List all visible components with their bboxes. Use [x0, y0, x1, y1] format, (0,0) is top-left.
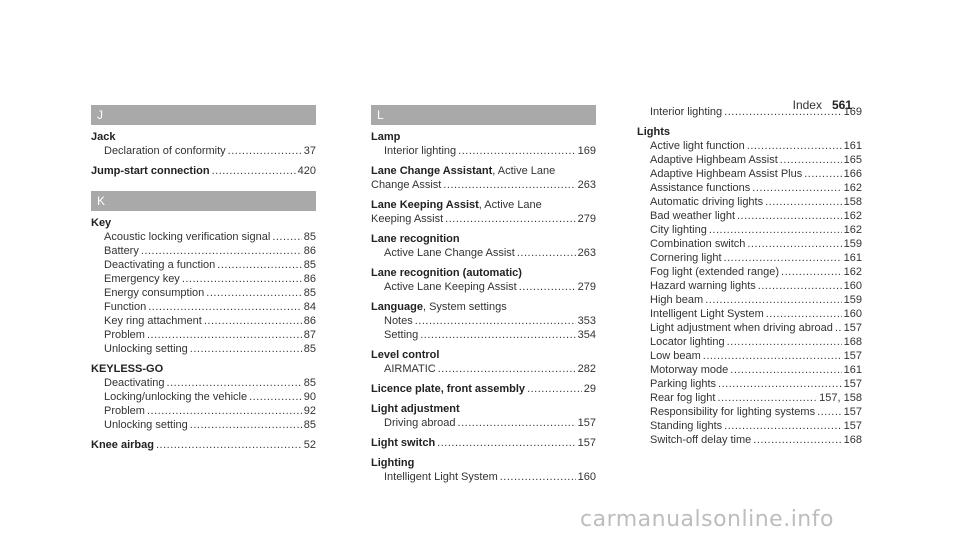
sub-entry-text: Bad weather light	[650, 210, 735, 222]
sub-entry-text: Automatic driving lights	[650, 196, 764, 208]
page-ref[interactable]: 420	[297, 165, 316, 177]
sub-entry-text: Unlocking setting	[104, 419, 188, 431]
leader-dots	[147, 404, 302, 418]
sub-entry-text: Combination switch	[650, 238, 746, 250]
sub-entries	[91, 144, 316, 158]
page-ref[interactable]: 169	[843, 106, 862, 118]
page-ref[interactable]: 92	[303, 405, 316, 417]
sub-entry-text: Energy consumption	[104, 287, 205, 299]
index-entry	[371, 130, 596, 158]
page-ref[interactable]: 168	[843, 336, 862, 348]
sub-entry-row[interactable]	[371, 246, 596, 260]
sub-entry-text: Standing lights	[650, 420, 723, 432]
sub-entry-text: Rear fog light	[650, 392, 716, 404]
sub-entry-row[interactable]	[637, 377, 862, 391]
page-ref[interactable]: 160	[843, 280, 862, 292]
leader-dots	[438, 362, 576, 376]
page-ref[interactable]: 85	[303, 419, 316, 431]
sub-entries	[91, 230, 316, 356]
page-ref[interactable]: 158	[843, 196, 862, 208]
index-entry	[91, 438, 316, 452]
sub-entry-text: Emergency key	[104, 273, 180, 285]
sub-entry-row[interactable]	[637, 153, 862, 167]
page-ref[interactable]: 87	[303, 329, 316, 341]
sub-entries	[371, 416, 596, 430]
page-ref[interactable]: 159	[843, 294, 862, 306]
entry-heading	[637, 125, 862, 139]
entry-heading	[371, 456, 596, 470]
sub-entry-row[interactable]	[637, 363, 862, 377]
index-entry	[91, 362, 316, 432]
sub-entry-row[interactable]	[637, 223, 862, 237]
entry-term: Jump-start connection	[91, 165, 210, 177]
entry-heading	[371, 348, 596, 362]
page-ref[interactable]: 157, 158	[819, 392, 862, 404]
entry-term: Lighting	[371, 457, 415, 469]
leader-dots	[519, 280, 576, 294]
page-ref[interactable]: 162	[843, 210, 862, 222]
page-ref[interactable]: 157	[843, 378, 862, 390]
sub-entry-text: Active light function	[650, 140, 745, 152]
sub-entry-row[interactable]	[91, 230, 316, 244]
page-ref[interactable]: 162	[843, 224, 862, 236]
sub-entry-text: Deactivating	[104, 377, 165, 389]
letter-heading: J	[91, 105, 316, 125]
sub-entry-row[interactable]	[91, 258, 316, 272]
leader-dots	[500, 470, 576, 484]
sub-entry-row[interactable]	[637, 307, 862, 321]
sub-entry-text: Active Lane Keeping Assist	[384, 281, 517, 293]
leader-dots	[747, 139, 842, 153]
leader-dots	[272, 230, 301, 244]
entry-heading	[371, 232, 596, 246]
sub-entry-row[interactable]	[637, 209, 862, 223]
sub-entries	[371, 470, 596, 484]
leader-dots	[758, 279, 842, 293]
page-ref[interactable]: 160	[843, 308, 862, 320]
entry-continuation: Change Assist	[371, 179, 442, 191]
sub-entry-text: Fog light (extended range)	[650, 266, 780, 278]
leader-dots	[717, 391, 817, 405]
leader-dots	[709, 223, 842, 237]
sub-entry-text: Low beam	[650, 350, 701, 362]
leader-dots	[420, 328, 575, 342]
sub-entry-text: Intelligent Light System	[650, 308, 764, 320]
page-ref[interactable]: 263	[577, 179, 596, 191]
entry-heading	[371, 130, 596, 144]
sub-entry-row[interactable]	[637, 293, 862, 307]
entry-row[interactable]	[371, 436, 596, 450]
entry-term: Lane Change Assistant	[371, 165, 493, 177]
sub-entry-text: AIRMATIC	[384, 363, 436, 375]
page-ref[interactable]: 85	[303, 231, 316, 243]
sub-entry-row[interactable]	[91, 286, 316, 300]
sub-entry-text: Problem	[104, 329, 145, 341]
entry-continuation: Keeping Assist	[371, 213, 444, 225]
sub-entry-row[interactable]	[91, 314, 316, 328]
sub-entry-row[interactable]	[637, 265, 862, 279]
leader-dots	[804, 167, 841, 181]
entry-heading	[371, 164, 596, 178]
entry-term: Language	[371, 301, 423, 313]
sub-entry-row[interactable]	[371, 314, 596, 328]
sub-entry-row[interactable]	[91, 418, 316, 432]
sub-entry-text: Deactivating a function	[104, 259, 216, 271]
sub-entry-row[interactable]	[371, 144, 596, 158]
page-ref[interactable]: 86	[303, 245, 316, 257]
leader-dots	[167, 376, 302, 390]
sub-entry-text: Interior lighting	[384, 145, 457, 157]
page-ref[interactable]: 85	[303, 287, 316, 299]
sub-entry-row[interactable]	[637, 391, 862, 405]
sub-entry-text: Function	[104, 301, 147, 313]
entry-term: KEYLESS-GO	[91, 363, 164, 375]
sub-entry-text: Problem	[104, 405, 145, 417]
sub-entry-text: Notes	[384, 315, 413, 327]
page-ref[interactable]: 279	[577, 281, 596, 293]
leader-dots	[249, 390, 302, 404]
leader-dots	[148, 300, 302, 314]
sub-entry-row[interactable]	[371, 328, 596, 342]
leader-dots	[781, 265, 842, 279]
entry-row[interactable]	[371, 178, 596, 192]
page-ref[interactable]: 84	[303, 301, 316, 313]
page-ref[interactable]: 85	[303, 377, 316, 389]
sub-entries	[371, 246, 596, 260]
leader-dots	[182, 272, 302, 286]
leader-dots	[190, 418, 302, 432]
sub-entry-row[interactable]	[637, 405, 862, 419]
index-entry	[371, 348, 596, 376]
sub-entry-text: Acoustic locking verification signal	[104, 231, 271, 243]
sub-entry-text: Unlocking setting	[104, 343, 188, 355]
sub-entry-text: Assistance functions	[650, 182, 751, 194]
page-number: 561	[831, 98, 852, 112]
sub-entry-text: Hazard warning lights	[650, 280, 756, 292]
sub-entries	[637, 105, 862, 119]
index-entry	[637, 105, 862, 119]
entry-desc: , System settings	[422, 301, 507, 313]
sub-entry-row[interactable]	[371, 470, 596, 484]
leader-dots	[517, 246, 576, 260]
leader-dots	[747, 237, 841, 251]
page-ref[interactable]: 168	[843, 434, 862, 446]
entry-term: Lane recognition (automatic)	[371, 267, 522, 279]
index-entry	[371, 164, 596, 192]
leader-dots	[752, 181, 841, 195]
index-entry	[91, 130, 316, 158]
leader-dots	[737, 209, 842, 223]
page-ref[interactable]: 157	[577, 417, 596, 429]
page-ref[interactable]: 169	[577, 145, 596, 157]
sub-entry-row[interactable]	[91, 244, 316, 258]
page-ref[interactable]: 52	[303, 439, 316, 451]
leader-dots	[217, 258, 301, 272]
page-ref[interactable]: 37	[303, 145, 316, 157]
sub-entry-row[interactable]	[637, 195, 862, 209]
sub-entry-text: Parking lights	[650, 378, 717, 390]
sub-entries	[371, 280, 596, 294]
index-entry	[371, 198, 596, 226]
sub-entry-text: Locator lighting	[650, 336, 725, 348]
index-entry	[91, 164, 316, 178]
sub-entry-row[interactable]	[637, 349, 862, 363]
index-column-2	[371, 105, 596, 490]
entry-row[interactable]	[91, 438, 316, 452]
leader-dots	[141, 244, 302, 258]
leader-dots	[212, 164, 296, 178]
page-ref[interactable]: 86	[303, 315, 316, 327]
sub-entry-row[interactable]	[637, 335, 862, 349]
letter-heading: K	[91, 191, 316, 211]
page-ref[interactable]: 354	[577, 329, 596, 341]
entry-term: Lamp	[371, 131, 401, 143]
section-name: Index	[792, 98, 822, 112]
leader-dots	[437, 436, 575, 450]
index-column-1	[91, 105, 316, 458]
sub-entry-text: Declaration of conformity	[104, 145, 226, 157]
sub-entry-text: Adaptive Highbeam Assist Plus	[650, 168, 803, 180]
leader-dots	[204, 314, 302, 328]
leader-dots	[190, 342, 302, 356]
sub-entry-text: Intelligent Light System	[384, 471, 498, 483]
sub-entry-row[interactable]	[91, 272, 316, 286]
page-ref[interactable]: 162	[843, 266, 862, 278]
leader-dots	[156, 438, 302, 452]
sub-entry-row[interactable]	[91, 404, 316, 418]
leader-dots	[458, 416, 576, 430]
index-entry	[371, 402, 596, 430]
leader-dots	[705, 293, 841, 307]
page-ref[interactable]: 86	[303, 273, 316, 285]
sub-entry-text: High beam	[650, 294, 704, 306]
leader-dots	[206, 286, 301, 300]
entry-desc: , Active Lane	[478, 199, 542, 211]
sub-entry-row[interactable]	[637, 321, 862, 335]
entry-term: Licence plate, front assembly	[371, 383, 526, 395]
sub-entry-row[interactable]	[91, 328, 316, 342]
leader-dots	[718, 377, 842, 391]
sub-entries	[371, 362, 596, 376]
leader-dots	[724, 419, 841, 433]
entry-term: Light adjustment	[371, 403, 460, 415]
sub-entry-text: Active Lane Change Assist	[384, 247, 515, 259]
page-ref[interactable]: 157	[843, 322, 862, 334]
entry-term: Light switch	[371, 437, 436, 449]
page-ref[interactable]: 263	[577, 247, 596, 259]
page-ref[interactable]: 159	[843, 238, 862, 250]
sub-entry-row[interactable]	[91, 144, 316, 158]
entry-heading	[371, 300, 596, 314]
leader-dots	[817, 405, 842, 419]
page-ref[interactable]: 160	[577, 471, 596, 483]
leader-dots	[765, 195, 842, 209]
page-ref[interactable]: 90	[303, 391, 316, 403]
index-entry	[637, 125, 862, 447]
page-ref[interactable]: 157	[843, 350, 862, 362]
leader-dots	[228, 144, 302, 158]
entry-heading	[91, 362, 316, 376]
entry-row[interactable]	[371, 382, 596, 396]
sub-entry-text: Adaptive Highbeam Assist	[650, 154, 778, 166]
sub-entry-row[interactable]	[371, 416, 596, 430]
page-ref[interactable]: 157	[843, 406, 862, 418]
sub-entry-text: City lighting	[650, 224, 707, 236]
page-ref[interactable]: 161	[843, 364, 862, 376]
sub-entry-text: Cornering light	[650, 252, 722, 264]
leader-dots	[724, 105, 841, 119]
leader-dots	[445, 212, 575, 226]
index-entry	[371, 436, 596, 450]
sub-entry-text: Locking/unlocking the vehicle	[104, 391, 248, 403]
sub-entry-text: Battery	[104, 245, 139, 257]
leader-dots	[724, 251, 842, 265]
sub-entry-row[interactable]	[637, 167, 862, 181]
sub-entry-text: Driving abroad	[384, 417, 456, 429]
entry-heading	[91, 130, 316, 144]
entry-term: Key	[91, 217, 112, 229]
sub-entries	[91, 376, 316, 432]
entry-heading	[371, 198, 596, 212]
index-entry	[371, 266, 596, 294]
sub-entry-text: Responsibility for lighting systems	[650, 406, 816, 418]
leader-dots	[730, 363, 841, 377]
entry-heading	[371, 266, 596, 280]
page-ref[interactable]: 85	[303, 259, 316, 271]
sub-entry-text: Setting	[384, 329, 419, 341]
entry-row[interactable]	[371, 212, 596, 226]
sub-entry-text: Switch-off delay time	[650, 434, 752, 446]
leader-dots	[527, 382, 582, 396]
page-ref[interactable]: 165	[843, 154, 862, 166]
sub-entries	[371, 144, 596, 158]
entry-term: Level control	[371, 349, 440, 361]
index-entry	[371, 232, 596, 260]
sub-entry-row[interactable]	[91, 300, 316, 314]
sub-entry-row[interactable]	[637, 251, 862, 265]
index-entry	[91, 216, 316, 356]
entry-term: Jack	[91, 131, 116, 143]
leader-dots	[753, 433, 841, 447]
page-ref[interactable]: 166	[843, 168, 862, 180]
leader-dots	[458, 144, 575, 158]
sub-entry-text: Key ring attachment	[104, 315, 202, 327]
sub-entries	[371, 314, 596, 342]
page-ref[interactable]: 279	[577, 213, 596, 225]
page-ref[interactable]: 29	[583, 383, 596, 395]
sub-entry-row[interactable]	[637, 105, 862, 119]
page-ref[interactable]: 282	[577, 363, 596, 375]
page-ref[interactable]: 157	[577, 437, 596, 449]
entry-term: Lane Keeping Assist	[371, 199, 479, 211]
entry-term: Lights	[637, 126, 670, 138]
sub-entry-row[interactable]	[637, 139, 862, 153]
page-ref[interactable]: 162	[843, 182, 862, 194]
sub-entry-text: Interior lighting	[650, 106, 723, 118]
sub-entry-text: Motorway mode	[650, 364, 729, 376]
sub-entries	[637, 139, 862, 447]
sub-entry-row[interactable]	[637, 419, 862, 433]
leader-dots	[443, 178, 575, 192]
sub-entry-text: Light adjustment when driving abroad	[650, 322, 833, 334]
page-ref[interactable]: 157	[843, 420, 862, 432]
sub-entry-row[interactable]	[371, 280, 596, 294]
index-entry	[371, 456, 596, 484]
watermark-logo: carmanualsonline.info	[580, 507, 834, 532]
entry-desc: , Active Lane	[492, 165, 556, 177]
index-column-3	[637, 105, 862, 453]
page-ref[interactable]: 161	[843, 252, 862, 264]
sub-entry-row[interactable]	[91, 376, 316, 390]
leader-dots	[780, 153, 842, 167]
entry-row[interactable]	[91, 164, 316, 178]
sub-entry-row[interactable]	[371, 362, 596, 376]
sub-entry-row[interactable]	[637, 181, 862, 195]
index-entry	[371, 382, 596, 396]
letter-heading: L	[371, 105, 596, 125]
leader-dots	[727, 335, 842, 349]
sub-entry-row[interactable]	[91, 342, 316, 356]
leader-dots	[703, 349, 842, 363]
page-ref[interactable]: 353	[577, 315, 596, 327]
page-ref[interactable]: 85	[303, 343, 316, 355]
leader-dots	[835, 321, 842, 335]
leader-dots	[147, 328, 302, 342]
index-entry	[371, 300, 596, 342]
entry-term: Lane recognition	[371, 233, 460, 245]
entry-heading	[371, 402, 596, 416]
sub-entry-row[interactable]	[91, 390, 316, 404]
leader-dots	[766, 307, 842, 321]
entry-term: Knee airbag	[91, 439, 154, 451]
entry-heading	[91, 216, 316, 230]
sub-entry-row[interactable]	[637, 237, 862, 251]
sub-entry-row[interactable]	[637, 279, 862, 293]
page-ref[interactable]: 161	[843, 140, 862, 152]
sub-entry-row[interactable]	[637, 433, 862, 447]
leader-dots	[415, 314, 576, 328]
